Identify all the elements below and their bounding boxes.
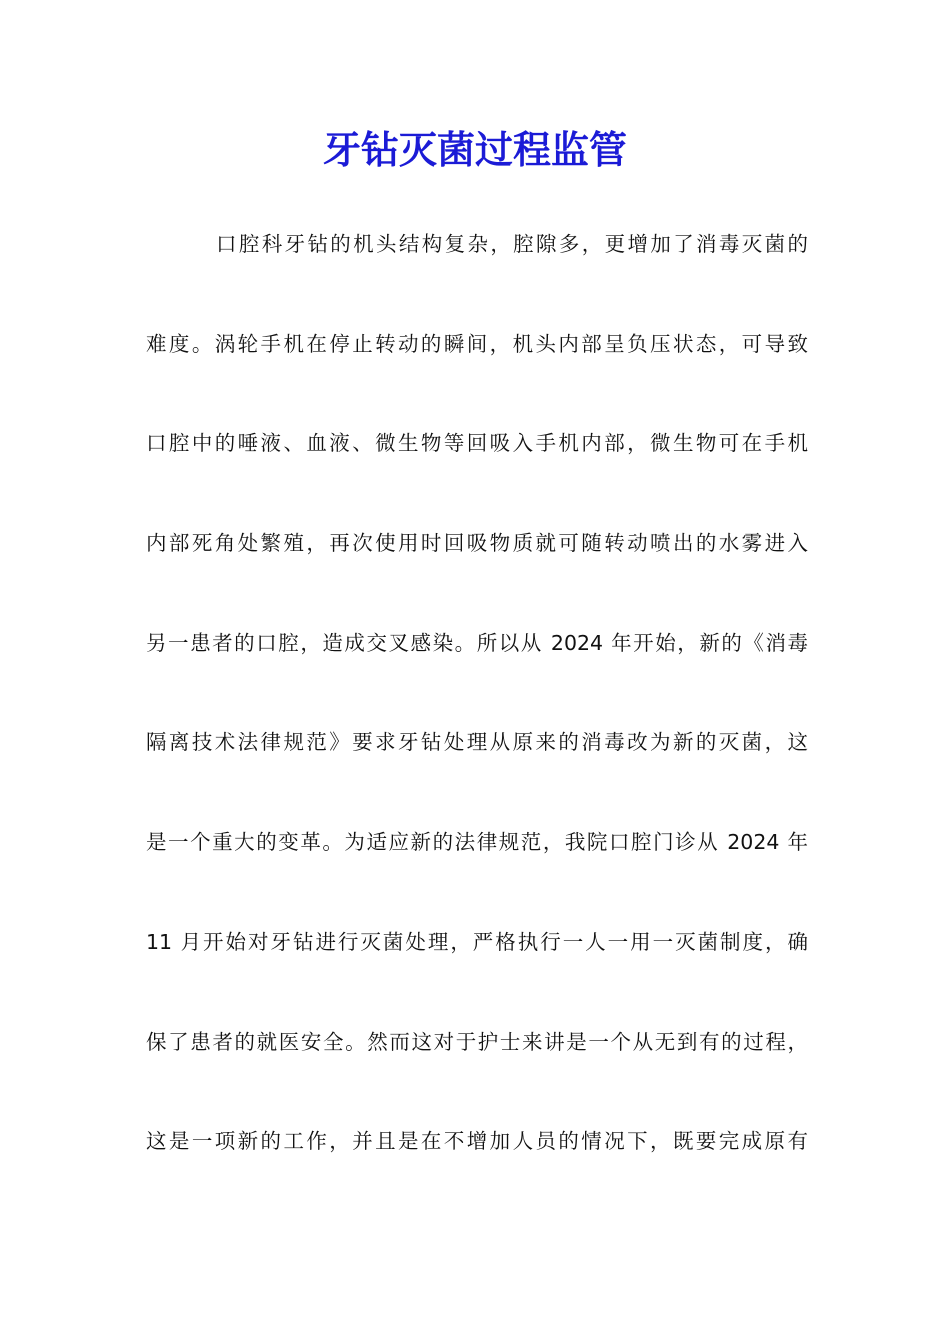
paragraph-line: 保了患者的就医安全。然而这对于护士来讲是一个从无到有的过程， bbox=[146, 1029, 808, 1054]
paragraph-line: 另一患者的口腔，造成交叉感染。所以从 2024 年开始，新的《消毒 bbox=[146, 630, 808, 655]
paragraph-line: 是一个重大的变革。为适应新的法律规范，我院口腔门诊从 2024 年 bbox=[146, 830, 808, 855]
paragraph-line: 难度。涡轮手机在停止转动的瞬间，机头内部呈负压状态，可导致 bbox=[146, 331, 808, 356]
document-title: 牙钻灭菌过程监管 bbox=[322, 127, 627, 172]
paragraph-line: 这是一项新的工作，并且是在不增加人员的情况下，既要完成原有 bbox=[146, 1129, 808, 1154]
paragraph-line: 隔离技术法律规范》要求牙钻处理从原来的消毒改为新的灭菌，这 bbox=[146, 730, 808, 755]
paragraph-line: 口腔科牙钻的机头结构复杂，腔隙多，更增加了消毒灭菌的 bbox=[216, 232, 808, 256]
paragraph-line: 11 月开始对牙钻进行灭菌处理，严格执行一人一用一灭菌制度，确 bbox=[146, 929, 808, 954]
paragraph-line: 内部死角处繁殖，再次使用时回吸物质就可随转动喷出的水雾进入 bbox=[146, 531, 808, 556]
document-body bbox=[146, 220, 808, 1217]
paragraph-line: 口腔中的唾液、血液、微生物等回吸入手机内部，微生物可在手机 bbox=[146, 431, 808, 456]
